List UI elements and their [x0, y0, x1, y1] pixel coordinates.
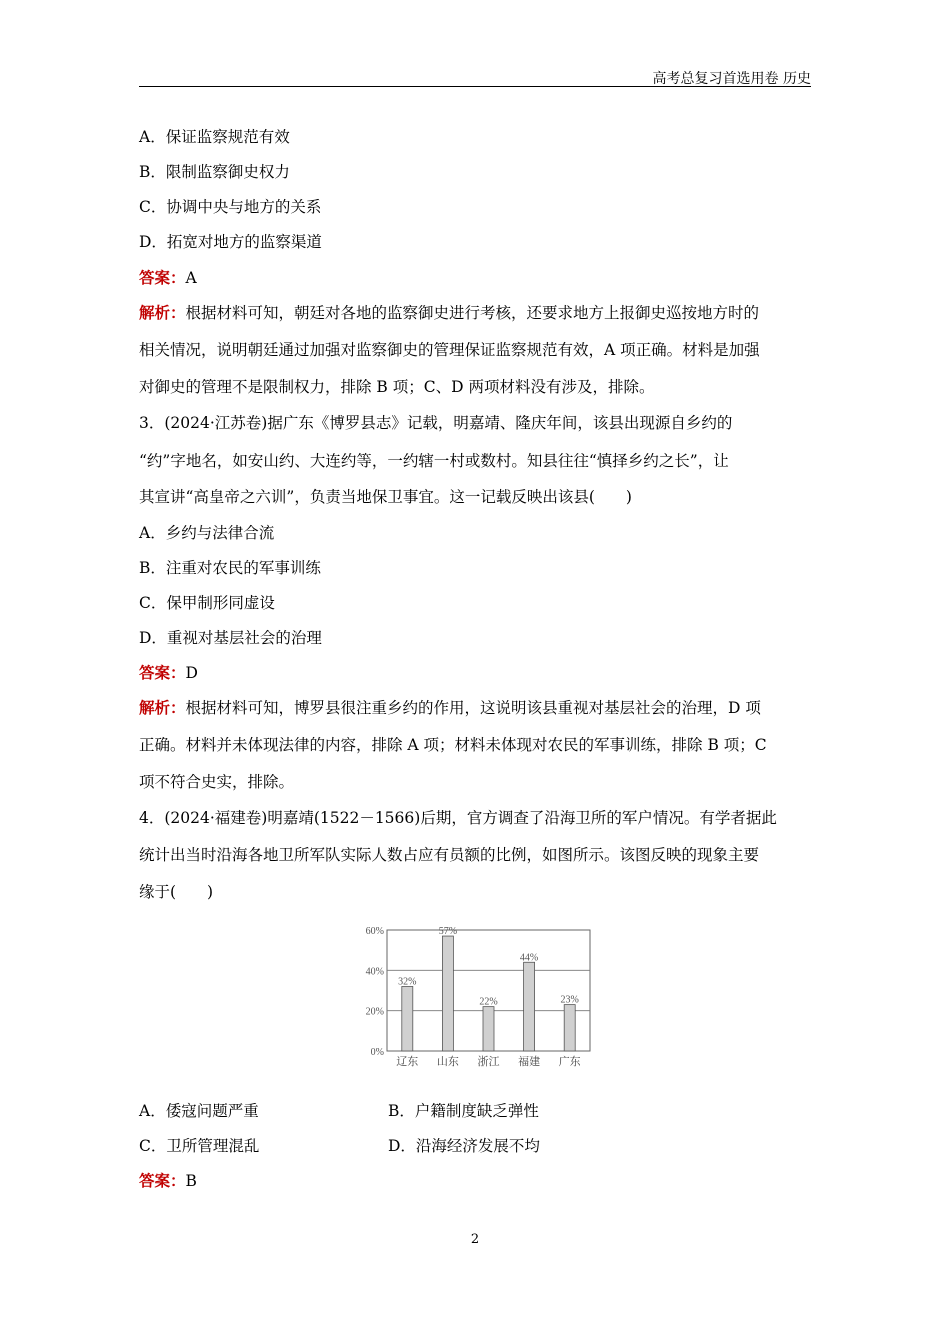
bar — [442, 936, 453, 1051]
q4-option-d: D．沿海经济发展不均 — [388, 1137, 540, 1155]
data-label: 22% — [479, 996, 498, 1008]
q3-answer-label: 答案： — [139, 663, 186, 682]
q3-analysis-label: 解析： — [139, 698, 186, 717]
data-label: 57% — [438, 926, 458, 938]
x-tick-label: 浙江 — [477, 1055, 500, 1068]
q4-option-c: C．卫所管理混乱 — [139, 1137, 260, 1155]
q2-option-d: D．拓宽对地方的监察渠道 — [139, 233, 322, 251]
q3-answer-value: D — [185, 664, 198, 682]
x-tick-label: 山东 — [436, 1055, 459, 1068]
q2-analysis-line-1 — [139, 302, 811, 324]
q2-analysis-line-2: 相关情况，说明朝廷通过加强对监察御史的管理保证监察规范有效，A 项正确。材料是加强 — [139, 341, 760, 359]
data-label: 23% — [560, 994, 579, 1006]
q2-answer-label: 答案： — [139, 268, 186, 287]
q4-stem-line-1: 4．(2024·福建卷)明嘉靖(1522－1566)后期，官方调查了沿海卫所的军户情况。有学者据此 — [139, 809, 777, 827]
q4-answer-value: B — [185, 1172, 197, 1190]
q2-answer-value: A — [185, 269, 197, 287]
y-tick-label: 40% — [365, 966, 384, 978]
x-tick-label: 广东 — [558, 1055, 581, 1068]
data-label: 44% — [519, 952, 539, 964]
bar — [402, 986, 413, 1051]
q4-stem-line-3: 缘于( ) — [139, 883, 214, 901]
page-number: 2 — [470, 1232, 480, 1247]
header-rule — [139, 86, 811, 87]
y-tick-label: 0% — [370, 1047, 384, 1058]
q3-answer — [139, 662, 811, 684]
q2-answer — [139, 267, 811, 289]
q2-option-c: C．协调中央与地方的关系 — [139, 198, 322, 216]
q3-option-d: D．重视对基层社会的治理 — [139, 629, 322, 647]
y-tick-label: 60% — [365, 926, 384, 937]
page-header: 高考总复习首选用卷 历史 — [652, 71, 811, 87]
q3-stem-line-2: “约”字地名，如安山约、大连约等，一约辖一村或数村。知县往往“慎择乡约之长”，让 — [139, 452, 729, 470]
y-tick-label: 20% — [365, 1006, 384, 1018]
x-tick-label: 福建 — [518, 1055, 541, 1068]
q3-analysis-text-1: 根据材料可知，博罗县很注重乡约的作用，这说明该县重视对基层社会的治理，D 项 — [185, 699, 761, 717]
q4-stem-line-2: 统计出当时沿海各地卫所军队实际人数占应有员额的比例，如图所示。该图反映的现象主要 — [139, 846, 760, 864]
q4-answer — [139, 1170, 811, 1192]
q2-option-a: A．保证监察规范有效 — [139, 128, 290, 146]
q3-analysis-line-3: 项不符合史实，排除。 — [139, 773, 295, 791]
q3-option-a: A．乡约与法律合流 — [139, 524, 275, 542]
q4-option-a: A．倭寇问题严重 — [139, 1102, 259, 1120]
q3-stem-line-1: 3．(2024·江苏卷)据广东《博罗县志》记载，明嘉靖、隆庆年间，该县出现源自乡约的 — [139, 414, 733, 432]
bar-chart — [340, 920, 610, 1080]
q3-option-c: C．保甲制形同虚设 — [139, 594, 275, 612]
q3-option-b: B．注重对农民的军事训练 — [139, 559, 321, 577]
q2-analysis-label: 解析： — [139, 303, 186, 322]
x-tick-label: 辽东 — [396, 1055, 419, 1068]
q2-option-b: B．限制监察御史权力 — [139, 163, 290, 181]
q3-stem-line-3: 其宣讲“高皇帝之六训”，负责当地保卫事宜。这一记载反映出该县( ) — [139, 488, 632, 506]
q4-answer-label: 答案： — [139, 1171, 186, 1190]
q2-analysis-line-3: 对御史的管理不是限制权力，排除 B 项；C、D 两项材料没有涉及，排除。 — [139, 378, 655, 396]
q3-analysis-line-2: 正确。材料并未体现法律的内容，排除 A 项；材料未体现对农民的军事训练，排除 B 项；C — [139, 736, 767, 754]
bar — [564, 1005, 575, 1051]
q3-analysis-line-1 — [139, 697, 811, 719]
data-label: 32% — [398, 976, 417, 988]
bar — [524, 962, 535, 1051]
q4-option-b: B．户籍制度缺乏弹性 — [388, 1102, 539, 1120]
bar — [483, 1007, 494, 1051]
q2-analysis-text-1: 根据材料可知，朝廷对各地的监察御史进行考核，还要求地方上报御史巡按地方时的 — [185, 304, 760, 322]
